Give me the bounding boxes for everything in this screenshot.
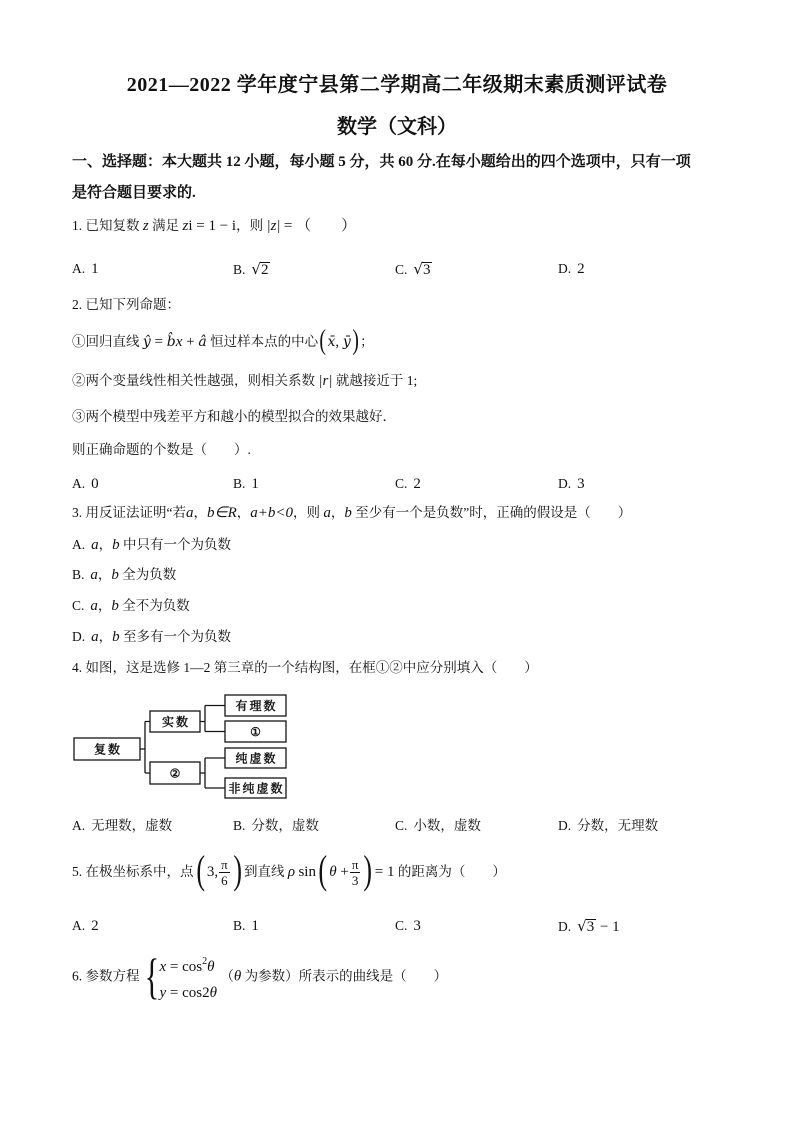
var-b: b (344, 505, 352, 521)
option-label: C. (72, 598, 85, 613)
q1-option-a (72, 258, 99, 280)
option-value: 分数，无理数 (577, 818, 659, 833)
q3-text: 3. 用反证法证明“若 (72, 505, 186, 520)
radicand: 3 (422, 262, 431, 278)
q1-option-d (558, 258, 585, 280)
q1-answer-blank: = （ ） (283, 218, 357, 234)
q1-equation: i = 1 − i (188, 218, 237, 234)
q2-option-c (395, 473, 421, 495)
option-label: D. (558, 261, 572, 276)
equals-sign: = (150, 334, 167, 350)
option-value: 3 (413, 918, 421, 934)
denominator: 3 (351, 873, 359, 889)
parametric-system (160, 949, 218, 1006)
option-label: C. (395, 818, 408, 833)
a-hat: â (198, 334, 207, 350)
option-value: 1 (91, 261, 99, 277)
right-paren: ) (352, 328, 359, 356)
option-label: B. (233, 262, 246, 277)
comma: ， (193, 505, 207, 520)
q5-stem (72, 852, 506, 892)
fraction-pi-over-3 (350, 857, 361, 888)
q5-text: 到直线 (243, 864, 285, 879)
option-value: 2 (91, 918, 99, 934)
box-blank1-label: ① (250, 725, 263, 739)
q6-stem (72, 949, 447, 1006)
option-value: 分数，虚数 (251, 818, 319, 833)
connector-blank2 (200, 758, 225, 788)
left-paren: ( (319, 328, 327, 356)
right-paren: ) (232, 852, 242, 892)
var-a: a (91, 629, 99, 645)
q2-statement-3: ③两个模型中残差平方和越小的模型拟合的效果越好． (72, 409, 396, 424)
q5-text: 5. 在极坐标系中，点 (72, 864, 194, 879)
denominator: 6 (221, 873, 228, 889)
box-blank2-label: ② (169, 766, 183, 781)
right-paren: ) (363, 852, 373, 892)
q4-option-d (558, 815, 658, 837)
q2-option-b (233, 473, 259, 495)
q2-option-d (558, 473, 585, 495)
var-a: a (323, 505, 331, 521)
var-a: a (90, 567, 98, 583)
q3-option-c (72, 596, 190, 616)
comma: ， (330, 505, 345, 520)
left-paren: ( (195, 852, 205, 892)
var-rho: ρ (287, 864, 296, 880)
b-in-r: b∈R (207, 505, 237, 521)
option-label: A. (72, 537, 86, 552)
equals-one: = 1 (374, 864, 395, 880)
option-text: 至多有一个为负数 (123, 629, 231, 644)
statement-text: ①回归直线 (72, 334, 140, 349)
b-hat: b̂ (166, 334, 176, 350)
q1-text: ，则 (236, 218, 264, 233)
option-value: − 1 (596, 919, 620, 935)
box-real-label: 实数 (161, 715, 191, 729)
a-plus-b-less-zero: a+b<0 (250, 505, 293, 521)
var-theta: θ (209, 985, 218, 1001)
var-x: x (159, 959, 167, 975)
q3-text: ，则 (292, 505, 320, 520)
statement-text: 恒过样本点的中心 (210, 334, 319, 349)
var-a: a (91, 537, 99, 553)
q4-option-b (233, 815, 319, 837)
option-label: D. (72, 629, 86, 644)
point-radius: 3, (206, 864, 219, 880)
statement-text: 就越接近于 1; (335, 373, 418, 388)
abs-r: |r| (318, 373, 333, 389)
x-bar: x̄ (327, 334, 336, 350)
plus-sign: + (182, 334, 199, 350)
q2-stem: 2. 已知下列命题： (72, 297, 180, 312)
section-heading-line2: 是符合题目要求的. (72, 185, 196, 201)
q5-options (0, 915, 794, 937)
option-label: D. (558, 476, 572, 491)
equation-x (160, 949, 218, 980)
option-label: B. (233, 476, 246, 491)
q5-option-d (558, 915, 620, 938)
q1-text: 1. 已知复数 (72, 218, 140, 233)
equation-rhs: = cos2 (166, 985, 210, 1001)
radicand: 3 (586, 919, 595, 935)
option-value: 2 (577, 261, 585, 277)
comma: ， (97, 598, 112, 613)
q1-modulus: |z| (266, 218, 281, 234)
option-label: D. (558, 818, 572, 833)
y-hat: ŷ (142, 334, 151, 350)
box-root-label: 复数 (93, 742, 123, 757)
section-heading-line1: 一、选择题：本大题共 12 小题，每小题 5 分，共 60 分.在每小题给出的四个选项中，只有一项 (72, 154, 691, 170)
var-a: a (186, 505, 194, 521)
option-label: B. (233, 918, 246, 933)
q2-option-a (72, 473, 99, 495)
plus-sign: + (336, 864, 349, 880)
comma: ， (97, 567, 112, 582)
q6-text: 6. 参数方程 (72, 968, 140, 984)
option-text: 全不为负数 (122, 598, 190, 613)
sin-function: sin (298, 864, 316, 880)
option-label: D. (558, 919, 572, 934)
q3-option-b (72, 565, 176, 585)
option-value: 3 (577, 476, 585, 492)
y-bar: ȳ (342, 334, 351, 350)
var-a: a (90, 598, 98, 614)
q3-option-d (72, 627, 231, 647)
option-value: 小数，虚数 (413, 818, 481, 833)
exam-title: 2021—2022 学年度宁县第二学期高二年级期末素质测评试卷 (126, 74, 668, 96)
var-theta: θ (207, 959, 215, 975)
q6-text: 为参数）所表示的曲线是（ ） (244, 968, 448, 984)
var-b: b (111, 567, 119, 583)
connector-root (140, 722, 150, 774)
q2-statement-2 (72, 371, 417, 391)
option-label: B. (233, 818, 246, 833)
q5-option-b (233, 915, 259, 937)
q2-statement-1 (72, 328, 374, 356)
q3-text: 至少有一个是负数”时，正确的假设是（ ） (355, 505, 632, 520)
comma: ， (98, 537, 113, 552)
statement-text: ； (360, 334, 374, 349)
numerator: π (351, 857, 359, 873)
q4-options (0, 815, 794, 837)
option-label: A. (72, 818, 86, 833)
q1-option-b (233, 258, 270, 281)
connector-real (200, 706, 225, 732)
exponent: 2 (202, 956, 208, 967)
left-paren: ( (318, 852, 327, 892)
box-pure-imaginary-label: 纯虚数 (235, 751, 278, 766)
q1-option-c (395, 258, 432, 281)
q3-stem (72, 503, 631, 523)
q4-option-c (395, 815, 481, 837)
equation-rhs: = cos (166, 959, 203, 975)
option-text: 中只有一个为负数 (123, 537, 231, 552)
option-label: A. (72, 476, 86, 491)
q1-options (0, 258, 794, 280)
option-label: A. (72, 918, 86, 933)
left-brace: { (144, 949, 159, 1004)
radical-sign: √ (577, 917, 587, 935)
q1-equation-var: z (182, 218, 189, 234)
comma: ， (236, 505, 251, 520)
option-label: C. (395, 476, 408, 491)
q4-stem: 4. 如图，这是选修 1—2 第三章的一个结构图，在框①②中应分别填入（ ） (72, 660, 538, 675)
option-label: A. (72, 261, 86, 276)
var-theta: θ (329, 864, 337, 880)
option-label: C. (395, 262, 408, 277)
option-label: B. (72, 567, 85, 582)
option-label: C. (395, 918, 408, 933)
q5-text: 的距离为（ ） (397, 864, 506, 879)
option-text: 全为负数 (122, 567, 177, 582)
comma: ， (98, 629, 113, 644)
option-value: 无理数，虚数 (91, 818, 173, 833)
option-value: 1 (251, 918, 259, 934)
q5-option-c (395, 915, 421, 937)
var-x: x (175, 334, 183, 350)
option-value: 1 (251, 476, 259, 492)
q6-text: （ (220, 968, 234, 984)
q2-question: 则正确命题的个数是（ ）. (72, 442, 251, 457)
comma: , (335, 334, 343, 350)
box-rational-label: 有理数 (235, 699, 278, 713)
radicand: 2 (260, 262, 269, 278)
var-y: y (159, 985, 167, 1001)
q5-option-a (72, 915, 99, 937)
box-non-pure-imaginary-label: 非纯虚数 (228, 781, 285, 796)
fraction-pi-over-6 (219, 857, 230, 888)
q1-stem (72, 216, 356, 236)
numerator: π (221, 857, 228, 873)
q1-var-z: z (142, 218, 149, 234)
var-theta: θ (233, 968, 242, 985)
equation-y (160, 980, 218, 1006)
exam-subtitle: 数学（文科） (337, 116, 457, 138)
statement-text: ②两个变量线性相关性越强，则相关系数 (72, 373, 315, 388)
radical-sign: √ (251, 260, 261, 278)
complex-number-structure-diagram (72, 694, 292, 802)
var-b: b (112, 537, 120, 553)
radical-sign: √ (413, 260, 423, 278)
q4-option-a (72, 815, 172, 837)
option-value: 0 (91, 476, 99, 492)
var-b: b (111, 598, 119, 614)
option-value: 2 (413, 476, 421, 492)
q2-options (0, 473, 794, 495)
q1-text: 满足 (152, 218, 180, 233)
var-b: b (112, 629, 120, 645)
q3-option-a (72, 535, 231, 555)
